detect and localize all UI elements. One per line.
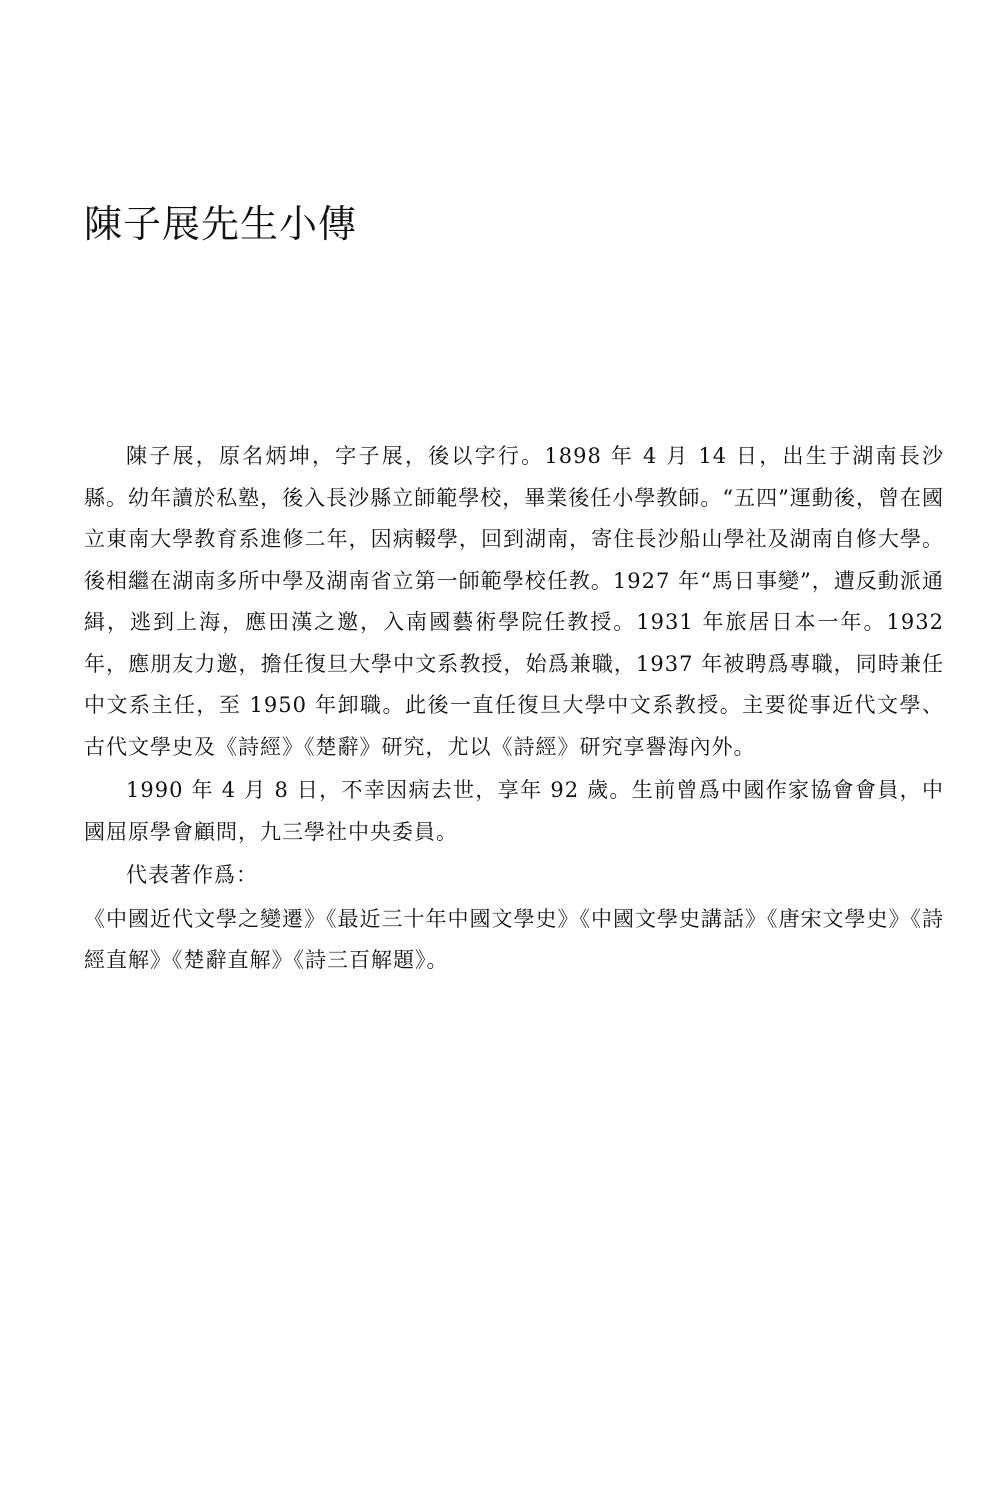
paragraph-biography: 陳子展，原名炳坤，字子展，後以字行。1898 年 4 月 14 日，出生于湖南長沙縣。幼年讀於私塾，後入長沙縣立師範學校，畢業後任小學教師。“五四”運動後，曾在國立東南大學教育系進修二年，因病輟學，回到湖南，寄住長沙船山學社及湖南自修大學。後相繼在湖南多所中學及湖南省立第一師範學校任教。1927 年“馬日事變”，遭反動派通緝，逃到上海，應田漢之邀，入南國藝術學院任教授。1931 年旅居日本一年。1932 年，應朋友力邀，擔任復旦大學中文系教授，始爲兼職，1937 年被聘爲專職，同時兼任中文系主任，至 1950 年卸職。此後一直任復旦大學中文系教授。主要從事近代文學、古代文學史及《詩經》《楚辭》研究，尤以《詩經》研究享譽海內外。	[84, 444, 944, 759]
paragraph-works-intro: 代表著作爲：	[126, 863, 258, 887]
paragraph-death: 1990 年 4 月 8 日，不幸因病去世，享年 92 歲。生前曾爲中國作家協會會員，中國屈原學會顧問，九三學社中央委員。	[84, 778, 944, 844]
paragraph-works-list: 《中國近代文學之變遷》《最近三十年中國文學史》《中國文學史講話》《唐宋文學史》《詩經直解》《楚辭直解》《詩三百解題》。	[84, 906, 944, 972]
biography-body	[84, 436, 944, 984]
page-title: 陳子展先生小傳	[84, 202, 358, 246]
